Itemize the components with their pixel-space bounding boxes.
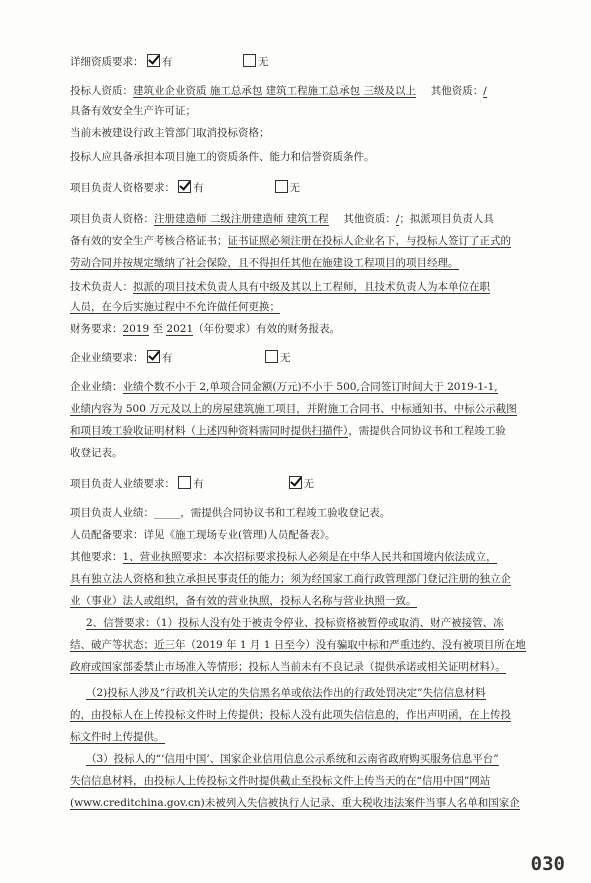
pm-other-value: /: [395, 213, 400, 225]
tech-value-a: 拟派的项目技术负责人具有中级及其以上工程师，且技术负责人为本单位在职: [133, 281, 490, 293]
pm-cert-line3: [70, 256, 459, 270]
bidder-qual-line4: 投标人应具备承担本项目施工的资质条件、能力和信誉资质条件。: [70, 151, 375, 163]
pm-cert-line2b: 证书证照必须注册在投标人企业名下，与投标人签订了正式的: [227, 235, 511, 247]
other-l9: 标文件时上传提供。: [70, 731, 165, 743]
bidder-qual-row: [70, 84, 487, 98]
checkbox-no: [275, 180, 288, 193]
other-l10: （3）投标人的“‘信用中国’、国家企业信用信息公示系统和云南省政府购买服务信息平台”: [86, 753, 499, 765]
other-l5-row: [70, 638, 526, 652]
finance-to: 2021: [166, 323, 194, 335]
other-l4: 2、信誉要求：（1）投标人没有处于被责令停业、投标资格被暂停或取消、财产被接管、冻: [86, 617, 504, 629]
finance-suffix: （年份要求）有效的财务报表。: [193, 323, 341, 335]
pm-cert-line2a: 备有效的安全生产考核合格证书；: [70, 235, 228, 247]
other-l6-row: [70, 660, 506, 674]
checkbox-yes: [147, 350, 160, 363]
checkbox-yes: [178, 180, 191, 193]
bidder-qual-label: 投标人资质：: [70, 85, 133, 97]
finance-label: 财务要求：: [70, 323, 123, 335]
other-l12: (www.creditchina.gov.cn)未被列入失信被执行人记录、重大税收违法案件当事人名单和国家企: [70, 797, 520, 809]
other-label: 其他要求：: [70, 551, 123, 563]
yes-label: 有: [193, 478, 204, 490]
other-l3: 业（事业）法人或组织，备有效的营业执照，投标人名称与营业执照一致。: [70, 595, 417, 607]
perf-line4: 收登记表。: [70, 447, 123, 459]
perf-line2: 业绩内容为 500 万元及以上的房屋建筑施工项目，并附施工合同书、中标通知书、中标公示截图: [70, 403, 517, 415]
other-l8: 的，由投标人在上传投标文件时上传提供；投标人没有此项失信信息的，作出声明函，在上传投: [70, 709, 511, 721]
other-l2: 具有独立法人资格和独立承担民事责任的能力；须为经国家工商行政管理部门登记注册的独立企: [70, 573, 511, 585]
perf-req-label: 企业业绩要求：: [70, 352, 144, 364]
tech-label: 技术负责人：: [70, 281, 133, 293]
other-l3-row: [70, 594, 417, 608]
checkbox-no: [265, 350, 278, 363]
perf-line1: 业绩个数不小于 2,单项合同金额(万元)不小于 500,合同签订时间大于 2019-1-1,: [122, 381, 498, 393]
staff-row: 人员配备要求：详见《施工现场专业(管理)人员配备表》。: [70, 529, 336, 541]
other-qual-label: 其他资质：: [430, 85, 484, 97]
checkbox-no: [243, 54, 256, 67]
pm-qual-row: [70, 180, 300, 195]
perf-label: 企业业绩：: [70, 381, 123, 393]
tech-row: [70, 280, 490, 294]
perf-row: [70, 380, 498, 394]
pm-cert-line3-text: 劳动合同并按规定缴纳了社会保险，且不得担任其他在施建设工程项目的项目经理。: [70, 257, 459, 269]
perf-line2-row: [70, 402, 517, 416]
yes-label: 有: [161, 352, 173, 364]
other-l2-row: [70, 572, 511, 586]
no-label: 无: [258, 56, 269, 68]
pm-cert-value: 注册建造师 二级注册建造师 建筑工程: [154, 213, 329, 225]
pm-cert-label: 项目负责人资格：: [70, 213, 154, 225]
bidder-qual-line2: 具备有效安全生产许可证；: [70, 105, 196, 117]
yes-label: 有: [161, 56, 173, 68]
perf-req-row: [70, 350, 291, 365]
page-number: 030: [530, 853, 565, 875]
pm-perf-label: 项目负责人业绩：: [70, 507, 154, 519]
checkbox-yes: [147, 54, 160, 67]
tech-row-2: [70, 300, 280, 314]
pm-cert-tail: ；拟派项目负责人具: [399, 213, 494, 225]
finance-row: [70, 322, 340, 336]
pm-perf-req-label: 项目负责人业绩要求：: [70, 478, 175, 490]
bidder-qual-value: 建筑业企业资质 施工总承包 建筑工程施工总承包 三级及以上: [133, 85, 417, 97]
other-l6: 政府或国家部委禁止市场准入等情形；投标人当前未有不良记录（提供承诺或相关证明材料）。: [70, 661, 506, 673]
pm-perf-req-row: [70, 476, 314, 491]
perf-line3-row: [70, 424, 506, 438]
finance-from: 2019: [122, 323, 150, 335]
checkbox-no: [289, 476, 302, 489]
other-l10-row: [86, 752, 499, 766]
no-label: 无: [289, 182, 301, 194]
other-l4-row: [86, 616, 504, 630]
perf-line3a: 和项目竣工验收证明材料（上述四种资料需同时提供扫描件）: [70, 425, 349, 437]
yes-label: 有: [193, 182, 204, 194]
pm-qual-label: 项目负责人资格要求：: [70, 182, 175, 194]
detail-qual-row: [70, 54, 269, 69]
other-l9-row: [70, 730, 165, 744]
other-qual-value: /: [483, 85, 487, 97]
other-l7-row: [86, 686, 486, 700]
other-l7: （2)投标人涉及“行政机关认定的失信黑名单或依法作出的行政处罚决定”失信信息材料: [86, 687, 486, 699]
tech-value-b: 人员，在今后实施过程中不允许做任何更换；: [70, 301, 280, 313]
no-label: 无: [303, 478, 315, 490]
other-l12-row: [70, 796, 520, 810]
pm-cert-row: [70, 212, 494, 226]
pm-other-label: 其他资质：: [343, 213, 396, 225]
pm-perf-blank: _____: [154, 507, 181, 519]
other-l11-row: [70, 774, 490, 788]
other-l5: 结、破产等状态；近三年（2019 年 1 月 1 日至今）没有骗取中标和严重违约、没有被项目所在地: [70, 639, 526, 651]
other-l8-row: [70, 708, 511, 722]
perf-line3b: ，需提供合同协议书和工程竣工验: [348, 425, 506, 437]
other-row: [70, 550, 497, 564]
finance-mid: 至: [152, 323, 164, 335]
pm-perf-row: [70, 506, 390, 520]
bidder-qual-line3: 当前未被建设行政主管部门取消投标资格；: [70, 127, 270, 139]
detail-qual-label: 详细资质要求：: [70, 56, 144, 68]
other-l11: 失信信息材料，由投标人上传投标文件时提供截止至投标文件上传当天的在“信用中国”网站: [70, 775, 491, 787]
pm-cert-line2: [70, 234, 511, 248]
no-label: 无: [280, 352, 291, 364]
checkbox-yes: [178, 476, 191, 489]
pm-perf-suffix: ，需提供合同协议书和工程竣工验收登记表。: [180, 507, 391, 519]
other-l1: 1、营业执照要求：本次招标要求投标人必须是在中华人民共和国境内依法成立，: [122, 551, 497, 563]
